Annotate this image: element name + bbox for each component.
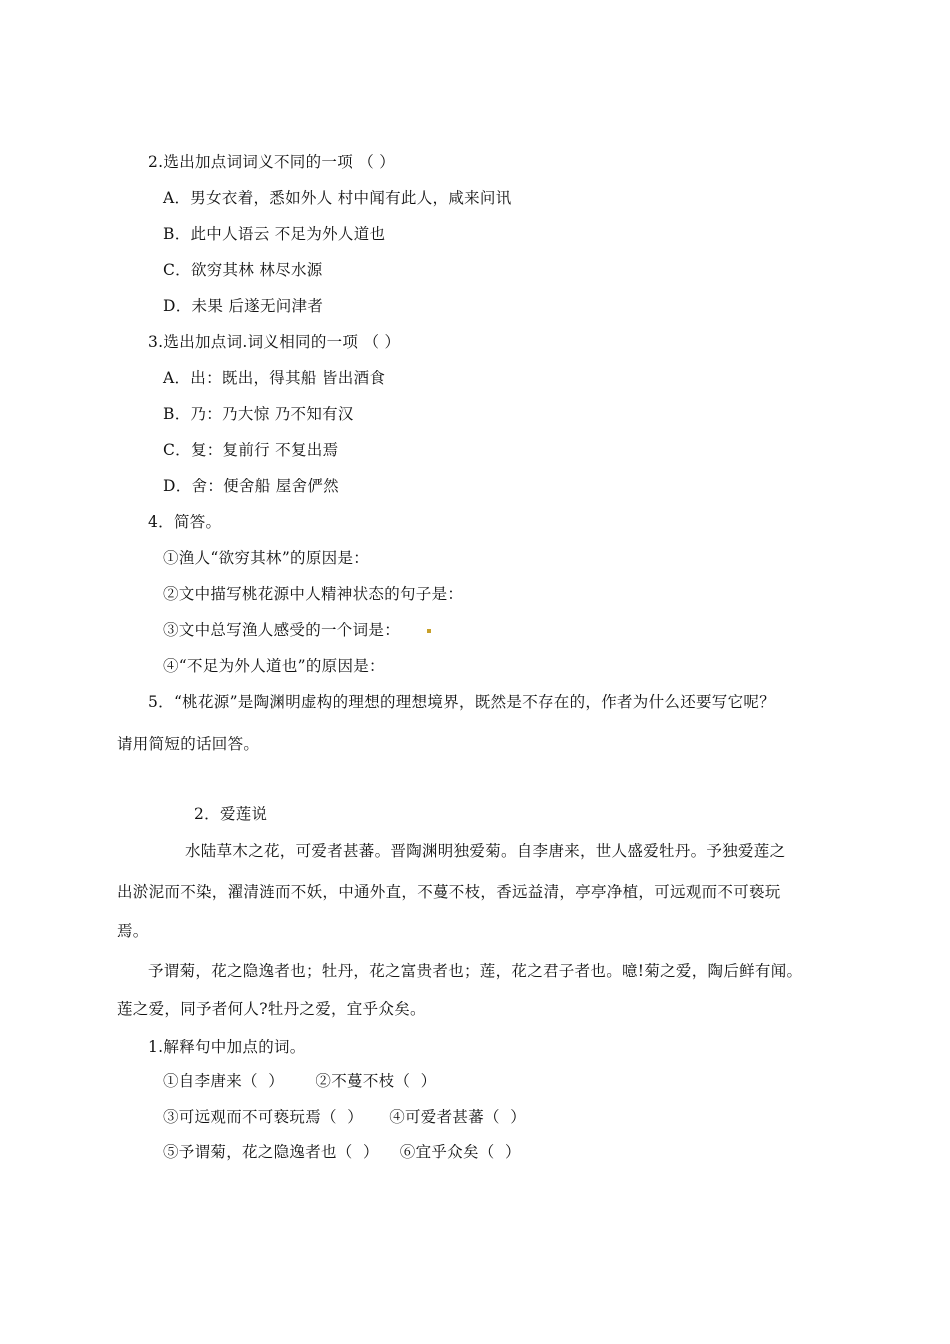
q4-title: 4．简答。 — [148, 513, 222, 531]
q3-title: 3.选出加点词.词义相同的一项 （ ） — [148, 333, 401, 351]
stray-dot — [427, 629, 431, 633]
q4-item-2: ②文中描写桃花源中人精神状态的句子是： — [163, 585, 464, 603]
q2-option-b: B．此中人语云 不足为外人道也 — [163, 225, 386, 243]
q4-item-1: ①渔人“欲穷其林”的原因是： — [163, 549, 370, 567]
q2-title: 2.选出加点词词义不同的一项 （ ） — [148, 153, 396, 171]
q3-option-d: D．舍：便舍船 屋舍俨然 — [163, 477, 339, 495]
q5-line-1: 5．“桃花源”是陶渊明虚构的理想的理想境界，既然是不存在的，作者为什么还要写它呢？ — [148, 693, 776, 711]
passage-p2-line-1: 予谓菊，花之隐逸者也；牡丹，花之富贵者也；莲，花之君子者也。噫!菊之爱，陶后鲜有闻。 — [148, 962, 803, 980]
q2-option-a: A．男女衣着，悉如外人 村中闻有此人，咸来问讯 — [163, 189, 512, 207]
passage-p1-line-1: 水陆草木之花，可爱者甚蕃。晋陶渊明独爱菊。自李唐来，世人盛爱牡丹。予独爱莲之 — [185, 842, 786, 860]
passage-p1-line-2: 出淤泥而不染，濯清涟而不妖，中通外直，不蔓不枝，香远益清，亭亭净植，可远观而不可亵玩 — [117, 883, 781, 901]
passage-p1-line-3: 焉。 — [117, 922, 149, 940]
q4-item-4: ④“不足为外人道也”的原因是： — [163, 657, 385, 675]
s1-title: 1.解释句中加点的词。 — [148, 1038, 306, 1056]
section-title: 2．爱莲说 — [194, 805, 268, 823]
q3-option-c: C．复：复前行 不复出焉 — [163, 441, 339, 459]
s1-row-1: ①自李唐来（ ） ②不蔓不枝（ ） — [163, 1072, 437, 1090]
s1-row-3: ⑤予谓菊，花之隐逸者也（ ） ⑥宜乎众矣（ ） — [163, 1143, 521, 1161]
q3-option-a: A．出：既出，得其船 皆出酒食 — [163, 369, 386, 387]
s1-row-2: ③可远观而不可亵玩焉（ ） ④可爱者甚蕃（ ） — [163, 1108, 527, 1126]
q2-option-c: C．欲穷其林 林尽水源 — [163, 261, 323, 279]
q3-option-b: B．乃：乃大惊 乃不知有汉 — [163, 405, 354, 423]
q5-line-2: 请用简短的话回答。 — [117, 735, 260, 753]
q2-option-d: D．未果 后遂无问津者 — [163, 297, 324, 315]
passage-p2-line-2: 莲之爱，同予者何人?牡丹之爱，宜乎众矣。 — [117, 1000, 426, 1018]
q4-item-3: ③文中总写渔人感受的一个词是： — [163, 621, 401, 639]
